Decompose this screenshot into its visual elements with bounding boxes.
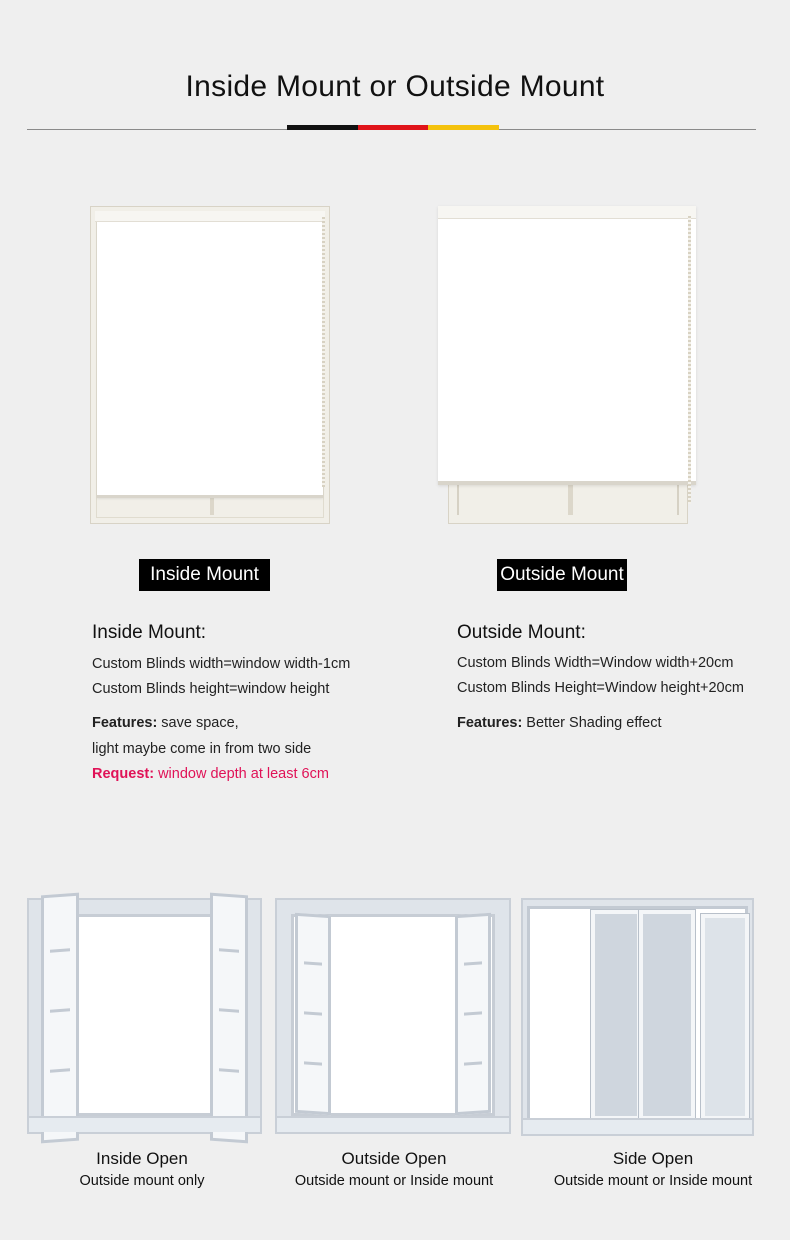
inside-request [92,766,329,782]
side-open-subtitle: Outside mount or Inside mount [553,1173,753,1189]
window-mullion [210,495,214,515]
inside-open-title: Inside Open [96,1149,188,1168]
divider-accent-gold [428,125,499,130]
window-sill [277,1116,509,1132]
sliding-panel-center [639,910,695,1120]
features-text: Better Shading effect [522,715,662,731]
outside-height-rule: Custom Blinds Height=Window height+20cm [457,680,744,696]
inside-width-rule: Custom Blinds width=window width-1cm [92,656,351,672]
bead-chain [322,217,325,487]
sliding-panel-right [701,914,749,1120]
roller-headrail [95,211,325,222]
inside-features-more: light maybe come in from two side [92,741,312,757]
inside-height-rule: Custom Blinds height=window height [92,681,330,697]
left-casement-sash [41,893,79,1144]
divider-accent-black [287,125,358,130]
outside-open-window-icon [275,898,511,1134]
roller-shade [97,213,323,498]
window-sill [29,1116,260,1132]
sliding-window-icon [521,898,754,1136]
outside-mount-tag: Outside Mount [497,559,627,591]
features-text: save space, [157,715,239,731]
outside-mount-blind-image [438,206,696,485]
right-casement-sash [455,913,491,1116]
right-casement-sash [210,893,248,1144]
outside-open-subtitle: Outside mount or Inside mount [294,1173,494,1189]
request-text: window depth at least 6cm [154,766,329,782]
inside-mount-tag: Inside Mount [139,559,270,591]
left-casement-sash [295,913,331,1116]
side-open-title: Side Open [612,1149,694,1168]
inside-mount-heading: Inside Mount: [92,622,207,643]
outside-width-rule: Custom Blinds Width=Window width+20cm [457,655,734,671]
outside-open-title: Outside Open [341,1149,447,1168]
divider-accent-red [358,125,429,130]
inside-features [92,715,239,731]
request-label: Request: [92,766,155,782]
outside-features [457,715,661,731]
bead-chain [688,216,691,504]
page-title: Inside Mount or Outside Mount [185,70,605,103]
inside-mount-blind-image [90,206,330,524]
features-label: Features: [92,715,158,731]
roller-headrail [438,206,696,219]
inside-open-subtitle: Outside mount only [79,1173,205,1189]
sliding-panel-left [591,910,641,1120]
outside-mount-heading: Outside Mount: [457,622,586,643]
window-sill [523,1118,752,1134]
inside-open-window-icon [27,898,262,1134]
features-label: Features: [457,715,523,731]
